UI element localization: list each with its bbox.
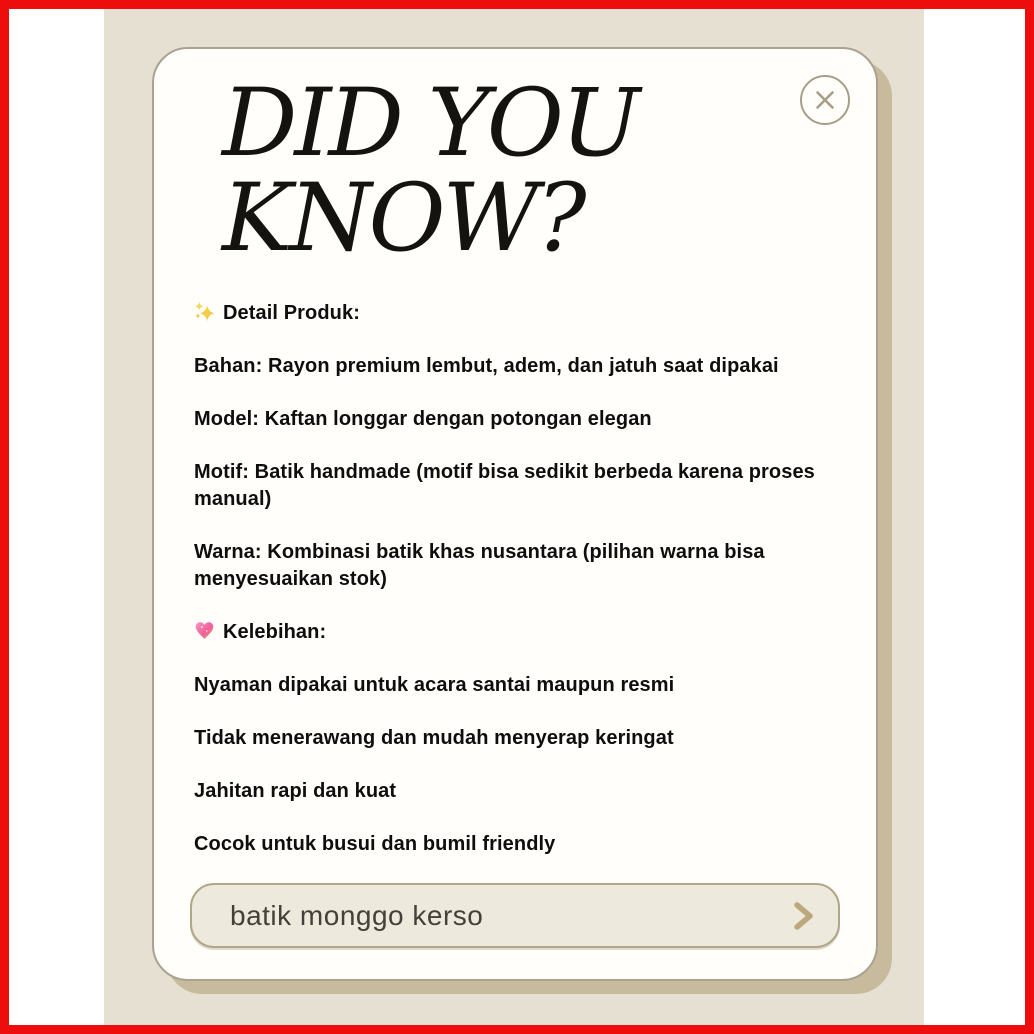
detail-paragraph: [194, 778, 836, 805]
shop-link-bar[interactable]: [190, 883, 840, 948]
modal-title-line2: KNOW?: [222, 164, 584, 273]
sparkles-icon: [194, 300, 215, 327]
detail-paragraph: [194, 459, 836, 513]
detail-paragraph: [194, 831, 836, 858]
detail-text: Jahitan rapi dan kuat: [194, 780, 397, 802]
detail-text: Bahan: Rayon premium lembut, adem, dan jatuh saat dipakai: [194, 355, 779, 377]
chevron-right-icon[interactable]: [790, 899, 816, 933]
detail-text: Detail Produk:: [223, 302, 360, 324]
product-details: [194, 300, 836, 858]
detail-text: Cocok untuk busui dan bumil friendly: [194, 833, 556, 855]
detail-paragraph: [194, 539, 836, 593]
detail-paragraph: [194, 672, 836, 699]
detail-paragraph: [194, 725, 836, 752]
detail-text: Tidak menerawang dan mudah menyerap keringat: [194, 727, 674, 749]
detail-paragraph: [194, 300, 836, 327]
detail-text: Model: Kaftan longgar dengan potongan elegan: [194, 408, 652, 430]
did-you-know-modal: [152, 47, 878, 981]
shop-link-label: batik monggo kerso: [230, 899, 484, 931]
modal-title: [222, 69, 876, 273]
detail-text: Warna: Kombinasi batik khas nusantara (pilihan warna bisa menyesuaikan stok): [194, 541, 765, 590]
close-icon: [812, 87, 838, 113]
close-button[interactable]: [800, 75, 850, 125]
heart-icon: [194, 619, 215, 646]
detail-paragraph: [194, 619, 836, 646]
detail-paragraph: [194, 353, 836, 380]
detail-text: Kelebihan:: [223, 621, 327, 643]
detail-text: Nyaman dipakai untuk acara santai maupun resmi: [194, 674, 675, 696]
modal-title-line1: DID YOU: [222, 69, 638, 178]
detail-paragraph: [194, 406, 836, 433]
detail-text: Motif: Batik handmade (motif bisa sedikit berbeda karena proses manual): [194, 461, 815, 510]
